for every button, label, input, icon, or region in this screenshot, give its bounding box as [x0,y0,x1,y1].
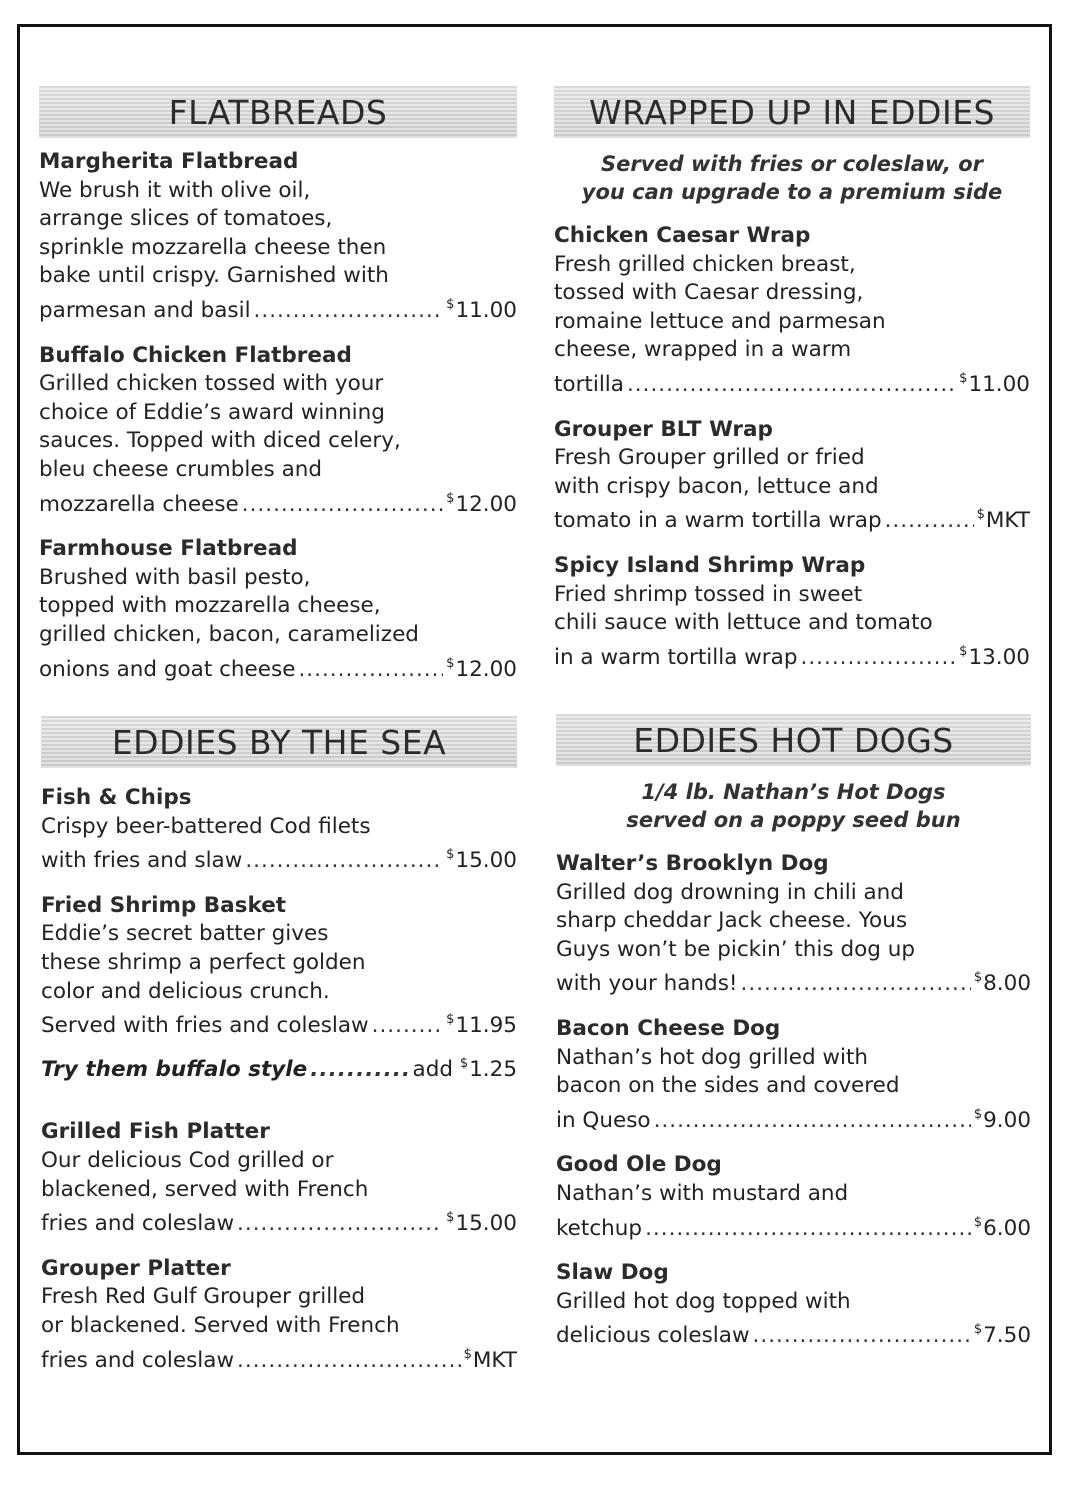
item-description-line: sauces. Topped with diced celery, [39,428,401,454]
item-description-line: Fresh grilled chicken breast, [554,251,856,277]
menu-item [41,1255,517,1375]
price-value: 11.00 [968,371,1030,397]
item-price [446,1006,517,1041]
item-description-line: arrange slices of tomatoes, [39,206,333,232]
price-value: 1.25 [469,1056,517,1082]
item-description-line: parmesan and basil [39,297,251,323]
item-description-line: Served with fries and coleslaw [41,1013,369,1039]
section-wraps [554,86,1030,672]
item-description-line: Fresh Grouper grilled or fried [554,445,865,471]
item-price-line [41,1204,517,1239]
item-description-line: tortilla [554,371,624,397]
item-description-line: fries and coleslaw [41,1211,235,1237]
price-value: 15.00 [455,1211,517,1237]
currency-symbol: $ [446,490,455,506]
item-description-line: topped with mozzarella cheese, [39,593,381,619]
menu-item [554,222,1030,400]
item-description-line: blackened, served with French [41,1176,369,1202]
item-description-line: or blackened. Served with French [41,1312,400,1338]
item-price [464,1341,517,1376]
item-name: Grouper BLT Wrap [554,416,773,442]
menu-item [556,1151,1031,1243]
item-description-line: choice of Eddie’s award winning [39,399,385,425]
item-price-line [554,638,1030,673]
item-price-line [41,841,517,876]
dot-leader [254,297,444,326]
price-value: 9.00 [983,1107,1031,1133]
section-title: WRAPPED UP IN EDDIES [554,86,1030,138]
currency-symbol: $ [463,1346,472,1362]
section-flatbreads [39,86,517,684]
item-description-line: Grilled dog drowning in chili and [556,879,904,905]
item-price [446,650,517,685]
item-price [974,964,1031,999]
dot-leader [654,1107,971,1136]
item-description-line: Brushed with basil pesto, [39,564,311,590]
currency-symbol: $ [973,1322,983,1338]
item-name: Farmhouse Flatbread [39,536,298,562]
item-name: Grouper Platter [41,1255,231,1281]
item-price [446,291,517,326]
note-line: you can upgrade to a premium side [581,180,1003,204]
item-price-line [41,1006,517,1041]
item-description-line: Our delicious Cod grilled or [41,1147,334,1173]
section-title: FLATBREADS [39,86,517,138]
menu-item [554,552,1030,672]
section-note [554,150,1030,206]
currency-symbol: $ [446,1210,455,1226]
item-description-line: Crispy beer-battered Cod filets [41,813,371,839]
item-price-line [41,1341,517,1376]
item-description-line: Fresh Red Gulf Grouper grilled [41,1284,366,1310]
item-description-line: these shrimp a perfect golden [41,949,366,975]
item-description-line: Fried shrimp tossed in sweet [554,581,863,607]
item-price [959,365,1030,400]
item-description-line: in a warm tortilla wrap [554,644,798,670]
item-name: Walter’s Brooklyn Dog [556,851,829,876]
item-description-line: in Queso [556,1107,651,1133]
item-name: Chicken Caesar Wrap [554,223,811,248]
dot-leader [372,1012,444,1041]
item-description-line: grilled chicken, bacon, caramelized [39,621,419,647]
item-description-line: bleu cheese crumbles and [39,456,323,482]
price-value: MKT [985,508,1030,534]
item-description-line: with crispy bacon, lettuce and [554,473,879,499]
note-line: 1/4 lb. Nathan’s Hot Dogs [641,780,946,804]
item-name: Grilled Fish Platter [41,1119,270,1145]
item-description-line: color and delicious crunch. [41,978,330,1004]
item-price [974,1209,1031,1244]
item-description-line: sharp cheddar Jack cheese. Yous [556,908,908,934]
currency-symbol: $ [446,296,455,312]
currency-symbol: $ [446,655,455,671]
item-description-line: bake until crispy. Garnished with [39,263,389,289]
currency-symbol: $ [959,370,968,386]
item-price [446,841,517,876]
currency-symbol: $ [959,643,968,659]
item-name: Good Ole Dog [556,1152,722,1178]
price-value: 11.95 [455,1013,517,1039]
item-description-line: with your hands! [556,971,738,997]
item-description-line: Grilled chicken tossed with your [39,371,384,397]
dot-leader [310,1056,409,1085]
menu-item [39,535,517,684]
item-description-line: chili sauce with lettuce and tomato [554,610,933,636]
dot-leader [245,847,443,876]
note-line: Served with fries or coleslaw, or [600,152,984,176]
item-price-line [556,964,1031,999]
item-description-line: romaine lettuce and parmesan [554,308,886,334]
item-price-line [39,291,517,326]
currency-symbol: $ [446,847,455,863]
item-name: Spicy Island Shrimp Wrap [554,552,866,578]
price-value: MKT [472,1347,517,1373]
item-description-line: Grilled hot dog topped with [556,1288,851,1314]
currency-symbol: $ [973,970,983,986]
item-description-line: Nathan’s with mustard and [556,1180,849,1206]
item-description-line: bacon on the sides and covered [556,1073,900,1099]
note-line: served on a poppy seed bun [626,808,961,832]
dot-leader [237,1210,443,1239]
dot-leader [627,371,956,400]
section-by-the-sea [41,716,517,1375]
item-name: Bacon Cheese Dog [556,1015,781,1041]
item-name: Fish & Chips [41,785,192,810]
addon-price [413,1050,517,1085]
item-price [959,638,1030,673]
dot-leader [753,1322,971,1351]
item-description-line: tossed with Caesar dressing, [554,280,864,306]
section-title: EDDIES HOT DOGS [556,714,1031,766]
section-title: EDDIES BY THE SEA [41,716,517,768]
menu-item [41,892,517,1085]
item-price-line [556,1316,1031,1351]
menu-item [556,1015,1031,1135]
item-description-line: tomato in a warm tortilla wrap [554,508,882,534]
item-description-line: onions and goat cheese [39,656,296,682]
item-description-line: Eddie’s secret batter gives [41,921,329,947]
price-value: 8.00 [983,971,1031,997]
dot-leader [800,644,956,673]
addon-text: Try them buffalo style [41,1056,308,1082]
currency-symbol: $ [459,1055,469,1071]
price-value: 13.00 [968,644,1030,670]
item-description-line: fries and coleslaw [41,1347,235,1373]
item-price [974,1101,1031,1136]
item-price-line [554,501,1030,536]
menu-item [554,416,1030,536]
currency-symbol: $ [973,1214,983,1230]
menu-item [556,1259,1031,1351]
price-value: 12.00 [455,491,517,517]
item-description-line: ketchup [556,1215,643,1241]
dot-leader [885,507,974,536]
item-name: Slaw Dog [556,1260,669,1286]
currency-symbol: $ [973,1106,983,1122]
dot-leader [645,1215,971,1244]
price-value: 12.00 [455,656,517,682]
item-name: Margherita Flatbread [39,149,299,174]
item-name: Buffalo Chicken Flatbread [39,342,352,368]
menu-item [556,850,1031,999]
item-description-line: sprinkle mozzarella cheese then [39,234,387,260]
item-price-line [39,485,517,520]
item-price [446,485,517,520]
item-description-line: cheese, wrapped in a warm [554,337,852,363]
menu-item [41,784,517,876]
item-price-line [556,1101,1031,1136]
item-description-line: Guys won’t be pickin’ this dog up [556,936,916,962]
item-description-line: mozzarella cheese [39,491,239,517]
item-price-line [39,650,517,685]
dot-leader [242,491,443,520]
addon-label: add [412,1056,453,1082]
item-price [974,1316,1031,1351]
menu-item [39,342,517,520]
item-price [446,1204,517,1239]
price-value: 7.50 [983,1323,1031,1349]
item-addon-line [41,1050,517,1085]
item-price-line [556,1209,1031,1244]
section-hot-dogs [556,714,1031,1351]
item-description-line: Nathan’s hot dog grilled with [556,1044,869,1070]
dot-leader [741,970,971,999]
dot-leader [298,656,443,685]
currency-symbol: $ [446,1012,455,1028]
price-value: 11.00 [455,297,517,323]
menu-item [41,1118,517,1238]
item-name: Fried Shrimp Basket [41,892,287,918]
item-price-line [554,365,1030,400]
item-price [977,501,1030,536]
dot-leader [237,1347,461,1376]
currency-symbol: $ [976,507,985,523]
price-value: 6.00 [983,1215,1031,1241]
item-description-line: with fries and slaw [41,848,243,874]
item-description-line: delicious coleslaw [556,1323,750,1349]
price-value: 15.00 [455,848,517,874]
menu-item [39,148,517,326]
section-note [556,778,1031,834]
item-description-line: We brush it with olive oil, [39,177,311,203]
